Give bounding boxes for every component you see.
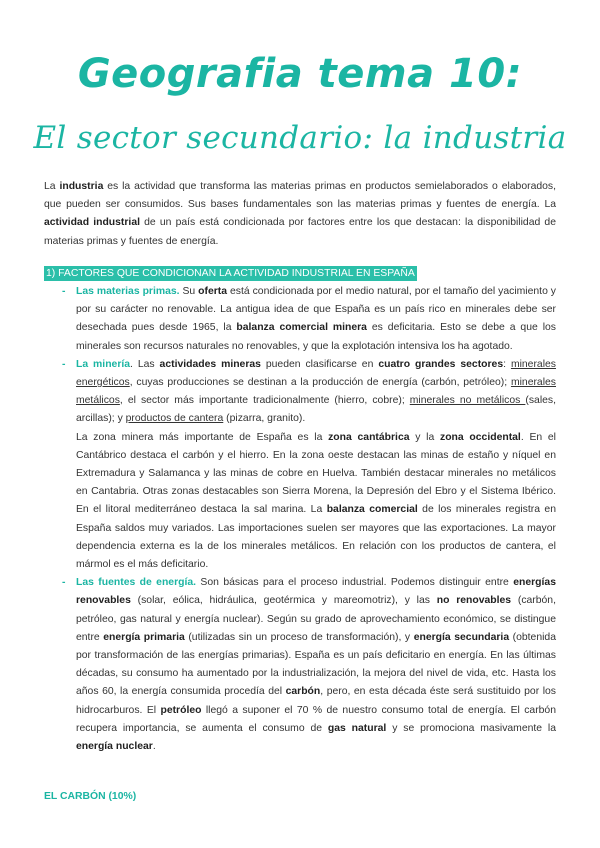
list-dash: -	[62, 577, 66, 589]
section-heading-carbon: EL CARBÓN (10%)	[44, 791, 137, 802]
factors-list	[44, 283, 556, 756]
list-item-fuentes-energia: - Las fuentes de energía. Son básicas para el proceso industrial. Podemos distinguir entre energías renovables (solar, eólica, hidráulica, geotérmica y mareomotriz), y las no renovables (carbón, petróleo, gas natural y energía nuclear). Según su grado de aprovechamiento económico, se distingue entre energía primaria (utilizadas sin un proceso de transformación), y energía secundaria (obtenida por transformación de las energías primarias). España es un país deficitario en energía. En las últimas décadas, su consumo ha aumentado por la industrialización, la mejora del nivel de vida, etc. Hasta los años 60, la energía consumida procedía del carbón, pero, en esta década éste será sustituido por los hidrocarburos. El petróleo llegó a suponer el 70 % de nuestro consumo total de energía. El carbón recupera importancia, se aumenta el consumo de gas natural y se promociona masivamente la energía nuclear.	[44, 574, 556, 756]
section-heading-factors: 1) FACTORES QUE CONDICIONAN LA ACTIVIDAD INDUSTRIAL EN ESPAÑA	[46, 267, 415, 279]
list-dash: -	[62, 286, 66, 298]
intro-paragraph: La industria es la actividad que transforma las materias primas en productos semielaborados o elaborados, que pueden ser consumidos. Sus bases fundamentales son las materias primas y fuentes de energía. La actividad industrial de un país está condicionada por factores entre los que destacan: la disponibilidad de materias primas y fuentes de energía.	[44, 181, 556, 247]
document-body	[44, 178, 556, 756]
page-title: Geografia tema 10:	[77, 51, 523, 97]
list-item-mineria: - La minería. Las actividades mineras pueden clasificarse en cuatro grandes sectores: minerales energéticos, cuyas producciones se destinan a la producción de energía (carbón, petróleo); minerales metálicos, el sector más importante tradicionalmente (hierro, cobre); minerales no metálicos (sales, arcillas); y productos de cantera (pizarra, granito). La zona minera más importante de España es la zona cantábrica y la zona occidental. En el Cantábrico destaca el carbón y el hierro. En la zona oeste destacan las minas de estaño y níquel en Extremadura y Salamanca y las minas de cobre en Huelva. También destacar minerales no metálicos en Cantabria. Otras zonas destacables son Sierra Morena, la Depresión del Ebro y el Sistema Ibérico. En el litoral mediterráneo destaca la sal marina. La balanza comercial de los minerales registra en España saldos muy variados. Las importaciones suelen ser mayores que las exportaciones. La mayor dependencia externa es la de los minerales metálicos. En relación con los productos de cantera, el mármol es el más deficitario.	[44, 356, 556, 574]
mineria-zonas-paragraph: La zona minera más importante de España es la zona cantábrica y la zona occidental. En el Cantábrico destaca el carbón y el hierro. En la zona oeste destacan las minas de estaño y níquel en Extremadura y Salamanca y las minas de cobre en Huelva. También destacar minerales no metálicos en Cantabria. Otras zonas destacables son Sierra Morena, la Depresión del Ebro y el Sistema Ibérico. En el litoral mediterráneo destaca la sal marina. La balanza comercial de los minerales registra en España saldos muy variados. Las importaciones suelen ser mayores que las exportaciones. La mayor dependencia externa es la de los minerales metálicos. En relación con los productos de cantera, el mármol es el más deficitario.	[76, 431, 556, 571]
list-dash: -	[62, 358, 66, 370]
page-subtitle: El sector secundario: la industria	[33, 120, 567, 156]
list-item-materias-primas: - Las materias primas. Su oferta está condicionada por el medio natural, por el tamaño del yacimiento y por su carácter no renovable. La antigua idea de que España es un país rico en minerales debe ser desechada pues desde 1965, la balanza comercial minera es deficitaria. Esto se debe a que los minerales son recursos naturales no renovables, y que la explotación intensiva los ha agotado.	[44, 283, 556, 356]
